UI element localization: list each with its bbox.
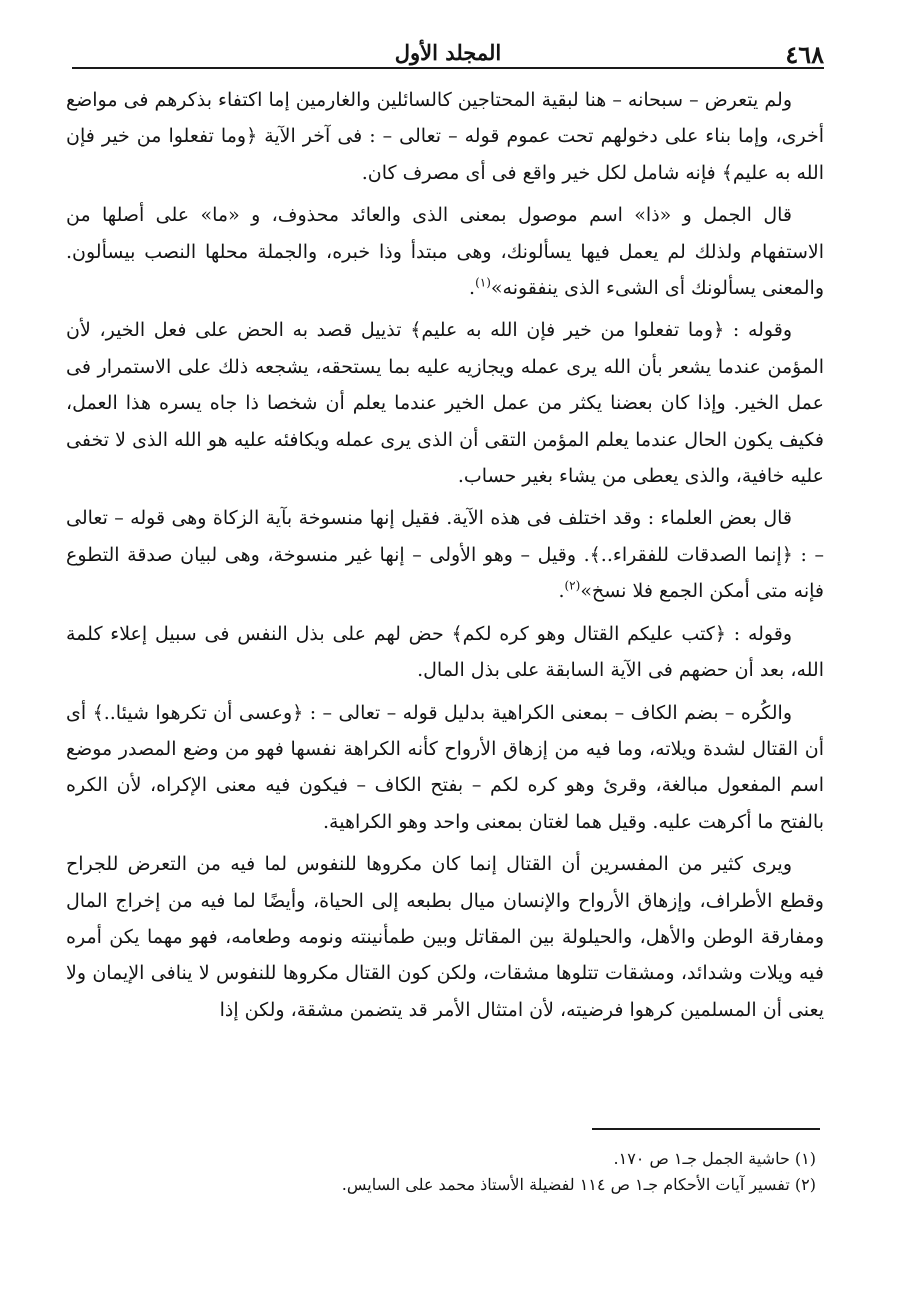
paragraph-4: قال بعض العلماء : وقد اختلف فى هذه الآية. فقيل إنها منسوخة بآية الزكاة وهى قوله – تعالى – : ﴿إنما الصدقات للفقراء..﴾. وقيل – وهو الأولى – إنها غير منسوخة، وهى لبيان صدقة التطوع فإنه متى أمكن الجمع فلا نسخ»$^{(٢)}$. [66,507,824,603]
page-header [72,30,824,70]
paragraph-2-text: قال الجمل و «ذا» اسم موصول بمعنى الذى والعائد محذوف، و «ما» على أصلها من الاستفهام ولذلك لم يعمل فيها يسألونك، وهى مبتدأ وذا خبره، والجملة محلها النصب بيسألون. والمعنى يسألونك أى الشىء الذى ينفقونه» [66,204,824,300]
paragraph-7: ويرى كثير من المفسرين أن القتال إنما كان مكروها للنفوس لما فيه من التعرض للجراح وقطع الأطراف، وإزهاق الأرواح والإنسان ميال بطبعه إلى الحياة، وأيضًا لما فيه من إخراج المال ومفارقة الوطن والأهل، والحيلولة بين المقاتل وبين طمأنينته ونومه وطعامه، فهو مهما يكن أمره فيه ويلات وشدائد، ومشقات تتلوها مشقات، ولكن كون القتال مكروها للنفوس لا ينافى الإيمان ولا يعنى أن المسلمين كرهوا فرضيته، لأن امتثال الأمر قد يتضمن مشقة، ولكن إذا [66,853,824,1021]
page-number: ٤٦٨ [785,40,824,69]
footnote-ref-2: (٢) [564,578,581,593]
footnote-ref-1: (١) [475,275,491,290]
paragraph-3: وقوله : ﴿وما تفعلوا من خير فإن الله به عليم﴾ تذييل قصد به الحض على فعل الخير، لأن المؤمن عندما يشعر بأن الله يرى عمله ويجازيه عليه بما يستحقه، يشجعه ذلك على الاستمرار فى عمل الخير. وإذا كان بعضنا يكثر من عمل الخير عندما يعلم أن شخصا ذا جاه يسره هذا العمل، فكيف يكون الحال عندما يعلم المؤمن التقى أن الذى يرى عمله ويكافئه عليه هو الله الذى لا تخفى عليه خافية، والذى يعطى من يشاء بغير حساب. [66,319,824,488]
paragraph-2: قال الجمل و «ذا» اسم موصول بمعنى الذى والعائد محذوف، و «ما» على أصلها من الاستفهام ولذلك لم يعمل فيها يسألونك، وهى مبتدأ وذا خبره، والجملة محلها النصب بيسألون. والمعنى يسألونك أى الشىء الذى ينفقونه»$^{(١)}$. [66,204,824,300]
footnotes [66,1146,816,1198]
paragraph-6: والكُره – بضم الكاف – بمعنى الكراهية بدليل قوله – تعالى – : ﴿وعسى أن تكرهوا شيئا..﴾ أى أن القتال لشدة ويلاته، وما فيه من إزهاق الأرواح كأنه الكراهة نفسها فهو من وضع المصدر موضع اسم المفعول مبالغة، وقرئ وهو كره لكم – بفتح الكاف – فيكون فيه معنى الإكراه، لأن الكره بالفتح ما أكرهت عليه. وقيل هما لغتان بمعنى واحد وهو الكراهية. [66,701,824,833]
body-text [66,82,824,1034]
paragraph-1: ولم يتعرض – سبحانه – هنا لبقية المحتاجين كالسائلين والغارمين إما اكتفاء بذكرهم فى مواضع أخرى، وإما بناء على دخولهم تحت عموم قوله – تعالى – : فى آخر الآية ﴿وما تفعلوا من خير فإن الله به عليم﴾ فإنه شامل لكل خير واقع فى أى مصرف كان. [66,89,824,184]
paragraph-5: وقوله : ﴿كتب عليكم القتال وهو كره لكم﴾ حض لهم على بذل النفس فى سبيل إعلاء كلمة الله، بعد أن حضهم فى الآية السابقة على بذل المال. [66,622,824,682]
footnote-1: (١) حاشية الجمل جـ١ ص ١٧٠. [613,1149,816,1168]
paragraph-4-text: قال بعض العلماء : وقد اختلف فى هذه الآية. فقيل إنها منسوخة بآية الزكاة وهى قوله – تعالى – : ﴿إنما الصدقات للفقراء..﴾. وقيل – وهو الأولى – إنها غير منسوخة، وهى لبيان صدقة التطوع فإنه متى أمكن الجمع فلا نسخ» [66,507,824,603]
header-rule [72,67,824,69]
volume-title: المجلد الأول [394,40,502,65]
footnote-2: (٢) تفسير آيات الأحكام جـ١ ص ١١٤ لفضيلة الأستاذ محمد على السايس. [341,1175,816,1194]
footnote-rule [592,1128,820,1130]
